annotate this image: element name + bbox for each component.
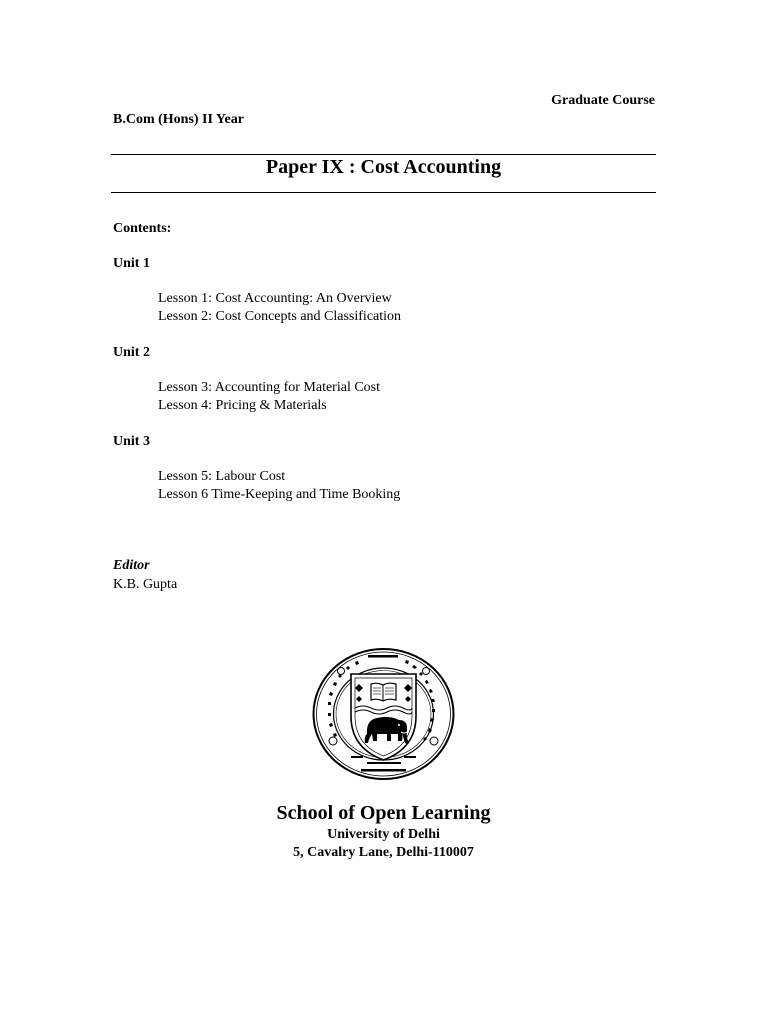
unit-2-section [113,345,653,415]
lesson-item: Lesson 4: Pricing & Materials [158,398,327,413]
address: 5, Cavalry Lane, Delhi-110007 [293,845,474,860]
contents-heading: Contents: [113,221,172,236]
course-type: Graduate Course [551,93,655,108]
title-rule-top [111,154,656,155]
lesson-list [158,379,653,415]
unit-1-section [113,256,653,326]
lesson-item: Lesson 1: Cost Accounting: An Overview [158,291,392,306]
unit-title: Unit 3 [113,434,150,449]
lesson-item: Lesson 2: Cost Concepts and Classification [158,309,402,324]
program-name: B.Com (Hons) II Year [113,112,244,127]
lesson-item: Lesson 3: Accounting for Material Cost [158,380,381,395]
lesson-list [158,290,653,326]
editor-name: K.B. Gupta [113,577,178,592]
editor-label: Editor [113,558,150,573]
unit-3-section [113,434,653,504]
university-name: University of Delhi [327,827,440,842]
school-name: School of Open Learning [276,802,491,824]
title-rule-bottom [111,192,656,193]
lesson-item: Lesson 5: Labour Cost [158,469,286,484]
paper-title: Paper IX : Cost Accounting [265,156,502,178]
lesson-list [158,468,653,504]
unit-title: Unit 2 [113,345,150,360]
unit-title: Unit 1 [113,256,150,271]
university-of-delhi-seal-icon [311,646,456,782]
lesson-item: Lesson 6 Time-Keeping and Time Booking [158,487,401,502]
